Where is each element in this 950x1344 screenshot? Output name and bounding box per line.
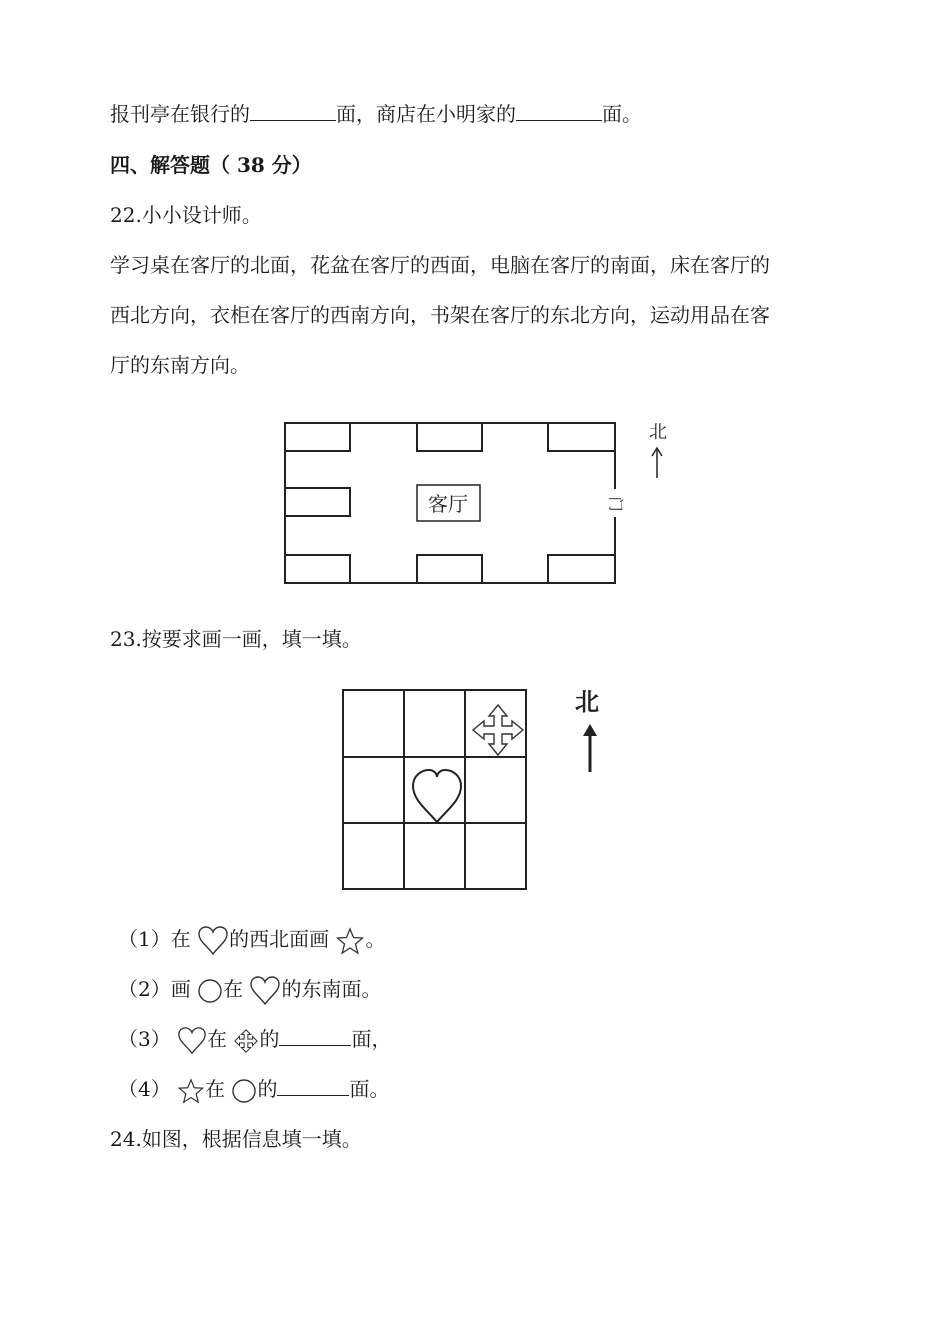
heart-icon — [413, 770, 461, 822]
center-label: 客厅 — [428, 492, 468, 516]
item-text: 的 — [259, 1027, 280, 1051]
q22-paragraph-line-2: 西北方向，衣柜在客厅的西南方向，书架在客厅的东北方向，运动用品在客 — [110, 303, 770, 327]
item-text: 。 — [365, 927, 386, 951]
q24-title: 24.如图，根据信息填一填。 — [110, 1127, 362, 1151]
heart-icon — [177, 1026, 207, 1056]
slot-northeast[interactable] — [548, 423, 615, 451]
q23-item-4 — [118, 1074, 389, 1105]
q21-text-1: 报刊亭在银行的 — [110, 102, 250, 126]
q21-answer-line — [110, 99, 642, 129]
q21-blank-1[interactable] — [250, 102, 336, 121]
item-text: 在 — [223, 977, 244, 1001]
q23-blank-4[interactable] — [277, 1077, 349, 1096]
north-arrow-icon — [583, 724, 597, 772]
slot-west[interactable] — [285, 488, 350, 516]
item-number: （2） — [118, 977, 171, 1001]
grid-north-label: 北 — [575, 688, 599, 716]
q23-blank-3[interactable] — [279, 1027, 351, 1046]
q22-title: 22.小小设计师。 — [110, 203, 262, 227]
item-text: 的 — [257, 1077, 278, 1101]
section-title: 四、解答题（ 38 分） — [110, 153, 312, 177]
item-number: （1） — [118, 927, 171, 951]
slot-north[interactable] — [417, 423, 482, 451]
north-label: 北 — [649, 422, 667, 443]
q23-item-3 — [118, 1024, 391, 1056]
four-arrows-icon — [473, 705, 523, 755]
circle-icon — [197, 978, 223, 1004]
q21-text-3: 面。 — [602, 102, 642, 126]
q23-item-2 — [118, 974, 381, 1006]
slot-south[interactable] — [417, 555, 482, 583]
heart-icon — [249, 976, 281, 1006]
item-text: 面， — [351, 1027, 392, 1051]
living-room-diagram — [280, 410, 680, 590]
north-arrow-icon — [652, 448, 662, 478]
slot-southwest[interactable] — [285, 555, 350, 583]
q21-text-2: 面，商店在小明家的 — [336, 102, 516, 126]
q22-paragraph-line-3: 厅的东南方向。 — [110, 353, 250, 377]
item-number: （4） — [118, 1077, 171, 1101]
slot-northwest[interactable] — [285, 423, 350, 451]
item-text: 在 — [207, 1027, 228, 1051]
grid-diagram — [335, 680, 615, 895]
q23-item-1 — [118, 924, 385, 956]
q23-title: 23.按要求画一画，填一填。 — [110, 627, 362, 651]
heart-icon — [197, 926, 229, 956]
star-icon — [335, 927, 365, 955]
item-text: 画 — [170, 977, 191, 1001]
four-arrows-icon — [233, 1028, 259, 1054]
item-text: 的西北面画 — [229, 927, 330, 951]
item-text: 的东南面。 — [281, 977, 382, 1001]
star-icon — [177, 1077, 205, 1105]
item-number: （3） — [118, 1027, 171, 1051]
slot-southeast[interactable] — [548, 555, 615, 583]
circle-icon — [231, 1078, 257, 1104]
item-text: 在 — [205, 1077, 226, 1101]
item-text: 面。 — [349, 1077, 390, 1101]
item-text: 在 — [170, 927, 191, 951]
q22-paragraph-line-1: 学习桌在客厅的北面，花盆在客厅的西面，电脑在客厅的南面，床在客厅的 — [110, 253, 770, 277]
door-label: 门 — [606, 496, 625, 512]
q21-blank-2[interactable] — [516, 102, 602, 121]
